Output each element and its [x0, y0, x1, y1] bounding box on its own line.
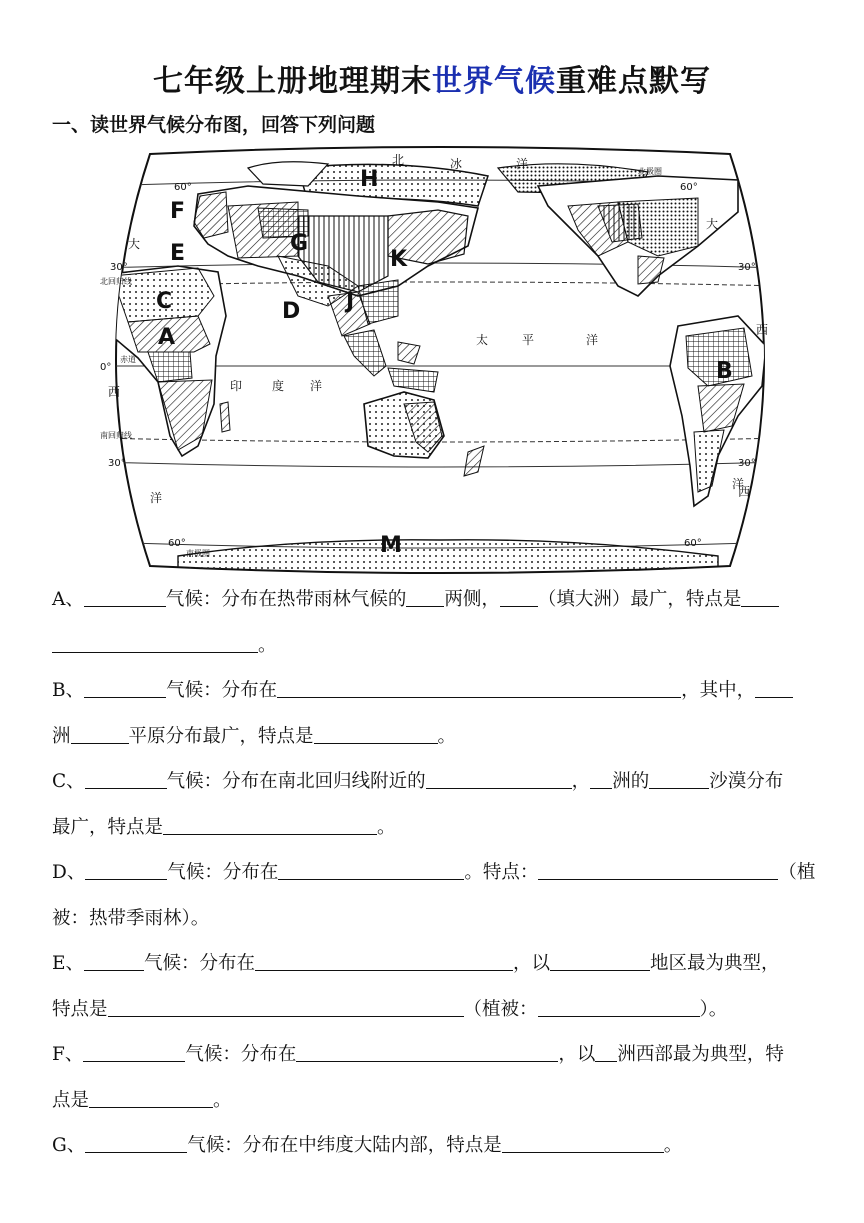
question-e-text: 气候：分布在 [144, 953, 256, 974]
map-label-g: G [290, 231, 309, 256]
answer-blank[interactable] [500, 586, 538, 607]
question-f-end: 。 [213, 1090, 232, 1111]
question-a-letter: A、 [52, 589, 84, 610]
question-e-text: ，以 [513, 953, 551, 974]
ocean-label: 洋 [310, 379, 323, 393]
answer-blank[interactable] [71, 723, 129, 744]
question-b-text: ，其中， [681, 680, 756, 701]
question-a [52, 577, 822, 669]
question-g-letter: G、 [52, 1135, 86, 1156]
map-label-d: D [282, 299, 301, 324]
answer-blank[interactable] [89, 1087, 213, 1108]
lat-label: 60° [174, 182, 192, 193]
section-heading: 一、读世界气候分布图，回答下列问题 [52, 114, 376, 136]
world-climate-map [98, 146, 782, 574]
map-label-e: E [170, 241, 186, 266]
question-c-letter: C、 [52, 771, 85, 792]
question-c-text: ， [571, 771, 591, 792]
question-f-text: ，以 [558, 1044, 596, 1065]
answer-blank[interactable] [83, 1041, 185, 1062]
ocean-label: 北 [392, 153, 405, 167]
ocean-label: 洋 [516, 157, 529, 171]
ocean-label: 太 [476, 333, 489, 347]
ocean-label: 洋 [150, 491, 163, 505]
answer-blank[interactable] [278, 859, 464, 880]
lat-label: 60° [684, 538, 702, 549]
ocean-label: 冰 [450, 157, 463, 171]
question-g-text: 气候：分布在中纬度大陆内部，特点是 [187, 1135, 502, 1156]
question-c-end: 。 [377, 817, 396, 838]
question-d-text: 被：热带季雨林）。 [52, 908, 210, 929]
answer-blank[interactable] [255, 950, 513, 971]
map-label-f: F [170, 199, 186, 224]
ocean-label: 大 [706, 217, 719, 231]
answer-blank[interactable] [649, 768, 709, 789]
lat-label: 60° [680, 182, 698, 193]
question-c [52, 759, 822, 851]
question-a-text: 气候：分布在热带雨林气候的 [165, 589, 407, 610]
map-label-k: K [390, 247, 408, 272]
answer-blank[interactable] [406, 586, 444, 607]
title-prefix: 七年级上册地理期末 [153, 64, 432, 99]
question-d-text: 。特点： [464, 862, 539, 883]
answer-blank[interactable] [502, 1132, 664, 1153]
ocean-label: 大 [128, 237, 141, 251]
question-a-text: （填大洲）最广，特点是 [537, 589, 742, 610]
question-e-letter: E、 [52, 953, 85, 974]
answer-blank[interactable] [84, 586, 166, 607]
question-e-text: 特点是 [52, 999, 108, 1020]
map-label-m: M [380, 533, 402, 558]
arctic-circle-label: 北极圈 [638, 167, 662, 176]
answer-blank[interactable] [595, 1041, 617, 1062]
answer-blank[interactable] [108, 996, 464, 1017]
answer-blank[interactable] [84, 950, 144, 971]
title-highlight: 世界气候 [432, 64, 556, 99]
ocean-label: 平 [522, 333, 535, 347]
ocean-label: 印 [230, 379, 243, 393]
lat-label: 0° [100, 362, 112, 373]
answer-blank[interactable] [84, 677, 166, 698]
question-g [52, 1123, 822, 1169]
lat-label: 30° [110, 262, 128, 273]
ocean-label: 西 [738, 485, 751, 499]
ocean-label: 度 [272, 379, 285, 393]
question-f-text: 气候：分布在 [185, 1044, 297, 1065]
question-c-text: 最广，特点是 [52, 817, 164, 838]
lat-label: 30° [738, 458, 756, 469]
answer-blank[interactable] [550, 950, 650, 971]
antarctic-circle-label: 南极圈 [186, 549, 210, 558]
question-g-end: 。 [663, 1135, 683, 1156]
question-e-text: 地区最为典型， [650, 953, 780, 974]
answer-blank[interactable] [277, 677, 681, 698]
lat-label: 60° [168, 538, 186, 549]
question-f-text: 洲西部最为典型，特 [617, 1044, 784, 1065]
question-f-text: 点是 [52, 1090, 90, 1111]
lat-label: 30° [108, 458, 126, 469]
question-d-text: （植 [778, 862, 816, 883]
question-f [52, 1032, 822, 1124]
question-e-text: （植被： [463, 999, 538, 1020]
lat-label: 30° [738, 262, 756, 273]
question-f-letter: F、 [52, 1044, 84, 1065]
ocean-label: 西 [108, 385, 121, 399]
title-suffix: 重难点默写 [556, 64, 711, 99]
question-d [52, 850, 822, 942]
ocean-label: 洋 [732, 477, 745, 491]
answer-blank[interactable] [296, 1041, 558, 1062]
map-label-h: H [360, 167, 379, 192]
answer-blank[interactable] [85, 1132, 187, 1153]
answer-blank[interactable] [590, 768, 612, 789]
answer-blank[interactable] [426, 768, 572, 789]
page-title [0, 56, 864, 100]
answer-blank[interactable] [538, 859, 778, 880]
answer-blank[interactable] [538, 996, 700, 1017]
question-b-text: 气候：分布在 [166, 680, 278, 701]
question-e [52, 941, 822, 1033]
question-b-text: 洲 [52, 726, 71, 747]
tropic-capricorn-label: 南回归线 [100, 431, 132, 440]
map-label-j: J [346, 289, 355, 314]
answer-blank[interactable] [85, 859, 167, 880]
question-b-text: 平原分布最广，特点是 [128, 726, 314, 747]
tropic-cancer-label: 北回归线 [100, 277, 132, 286]
equator-label: 赤道 [120, 355, 136, 364]
map-label-a: A [158, 325, 176, 350]
question-a-end: 。 [258, 635, 277, 656]
answer-blank[interactable] [314, 723, 438, 744]
question-c-text: 洲的 [612, 771, 650, 792]
question-d-letter: D、 [52, 862, 86, 883]
question-c-text: 气候：分布在南北回归线附近的 [166, 771, 426, 792]
question-c-text: 沙漠分布 [709, 771, 784, 792]
answer-blank[interactable] [755, 677, 793, 698]
question-e-end: ）。 [699, 999, 728, 1020]
answer-blank[interactable] [52, 632, 258, 653]
question-a-text: 两侧， [444, 589, 500, 610]
map-label-b: B [716, 359, 733, 384]
question-b [52, 668, 822, 760]
answer-blank[interactable] [163, 814, 377, 835]
question-b-letter: B、 [52, 680, 85, 701]
ocean-label: 西 [756, 323, 769, 337]
answer-blank[interactable] [85, 768, 167, 789]
ocean-label: 洋 [586, 333, 599, 347]
answer-blank[interactable] [741, 586, 779, 607]
question-b-end: 。 [437, 726, 457, 747]
question-d-text: 气候：分布在 [167, 862, 279, 883]
map-label-c: C [156, 289, 173, 314]
